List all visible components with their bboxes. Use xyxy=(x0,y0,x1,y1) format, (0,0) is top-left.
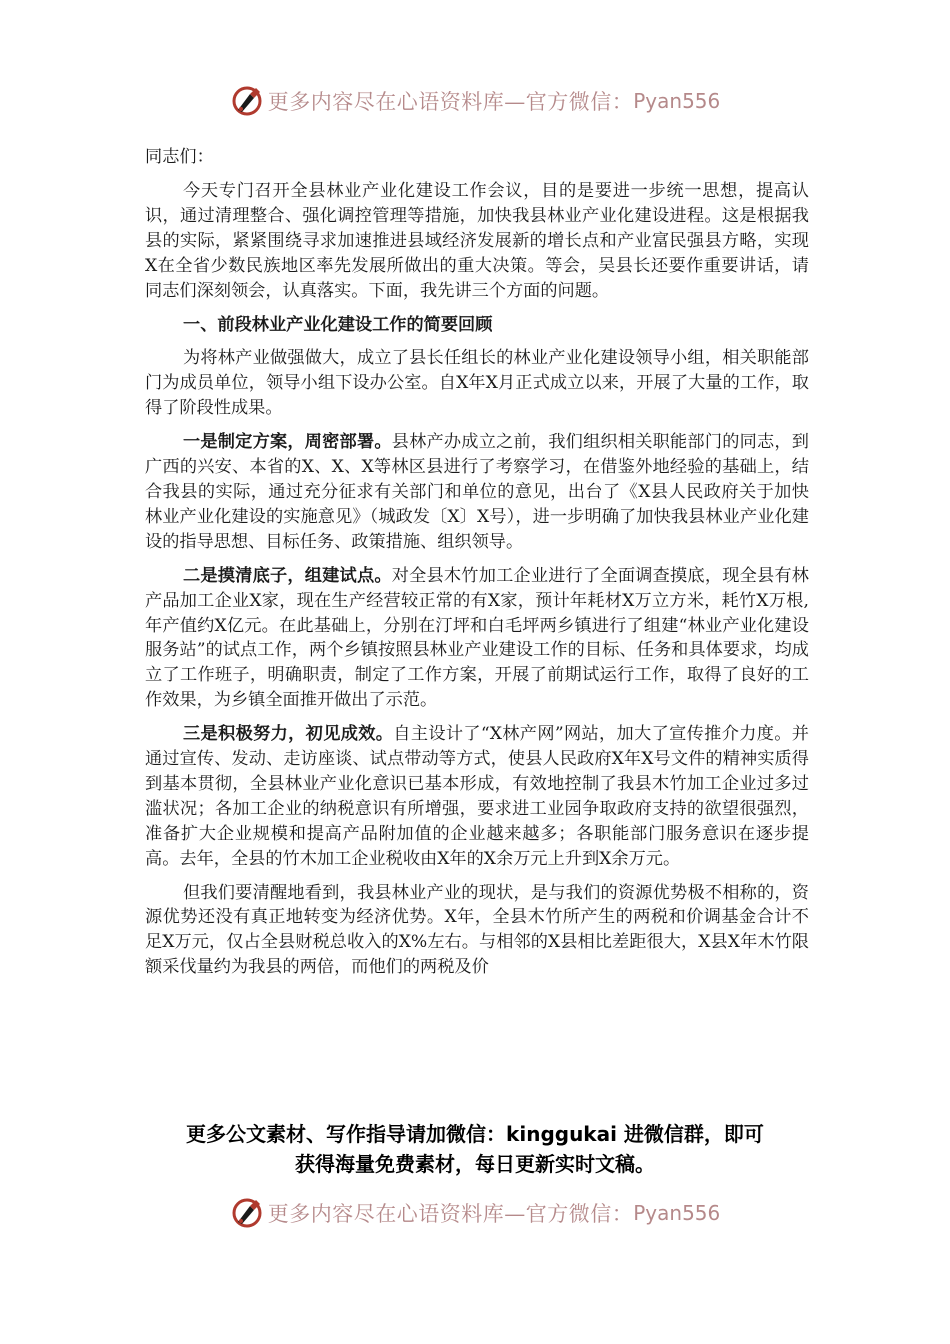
section-heading-1: 一、前段林业产业化建设工作的简要回顾 xyxy=(183,314,493,335)
point-3-lead: 三是积极努力，初见成效。 xyxy=(183,724,394,745)
brand-logo-icon xyxy=(230,84,264,118)
banner-wechat-id: Pyan556 xyxy=(633,1201,721,1225)
point-2-paragraph xyxy=(145,564,809,713)
salutation: 同志们： xyxy=(145,147,214,167)
point-2-lead: 二是摸清底子，组建试点。 xyxy=(183,565,392,586)
document-body xyxy=(145,145,809,989)
point-3-paragraph xyxy=(145,722,809,871)
footer-promo-line-1: 更多公文素材、写作指导请加微信：kinggukai 进微信群，即可 xyxy=(186,1122,764,1146)
footer-banner xyxy=(0,1191,950,1235)
banner-content xyxy=(230,1196,721,1230)
banner-content xyxy=(230,84,721,118)
brand-logo-icon xyxy=(230,1196,264,1230)
banner-text: 更多内容尽在心语资料库—官方微信： xyxy=(267,1202,634,1226)
section-1-paragraph: 为将林产业做强做大，成立了县长任组长的林业产业化建设领导小组，相关职能部门为成员单位，领导小组下设办公室。自X年X月正式成立以来，开展了大量的工作，取得了阶段性成果。 xyxy=(145,348,809,419)
header-banner xyxy=(0,79,950,123)
banner-text: 更多内容尽在心语资料库—官方微信： xyxy=(267,90,634,114)
footer-promo-line-2: 获得海量免费素材，每日更新实时文稿。 xyxy=(295,1152,655,1176)
point-2-body: 对全县木竹加工企业进行了全面调查摸底，现全县有林产品加工企业X家，现在生产经营较正常的有X家，预计年耗材X万立方米，耗竹X万根,年产值约X亿元。在此基础上，分别在汀坪和白毛坪两乡镇进行了组建“林业产业化建设服务站”的试点工作，两个乡镇按照县林业产业建设工作的目标、任务和具体要求，均成立了工作班子，明确职责，制定了工作方案，开展了前期试运行工作，取得了良好的工作效果，为乡镇全面推开做出了示范。 xyxy=(145,565,809,711)
banner-wechat-id: Pyan556 xyxy=(633,89,721,113)
point-1-paragraph xyxy=(145,430,809,555)
point-1-lead: 一是制定方案，周密部署。 xyxy=(183,432,392,453)
point-1-body: 县林产办成立之前，我们组织相关职能部门的同志，到广西的兴安、本省的X、X、X等林区县进行了考察学习，在借鉴外地经验的基础上，结合我县的实际，通过充分征求有关部门和单位的意见，出台了《X县人民政府关于加快林业产业化建设的实施意见》（城政发〔X〕X号），进一步明确了加快我县林业产业化建设的指导思想、目标任务、政策措施、组织领导。 xyxy=(145,432,809,552)
point-3-body: 自主设计了“X林产网”网站，加大了宣传推介力度。并通过宣传、发动、走访座谈、试点带动等方式，使县人民政府X年X号文件的精神实质得到基本贯彻，全县林业产业化意识已基本形成，有效地控制了我县木竹加工企业过多过滥状况；各加工企业的纳税意识有所增强，要求进工业园争取政府支持的欲望很强烈，准备扩大企业规模和提高产品附加值的企业越来越多；各职能部门服务意识在逐步提高。去年，全县的竹木加工企业税收由X年的X余万元上升到X余万元。 xyxy=(145,724,809,869)
footer-promo-note xyxy=(120,1119,830,1179)
closing-paragraph: 但我们要清醒地看到，我县林业产业的现状，是与我们的资源优势极不相称的，资源优势还没有真正地转变为经济优势。X年，全县木竹所产生的两税和价调基金合计不足X万元，仅占全县财税总收入的X%左右。与相邻的X县相比差距很大，X县X年木竹限额采伐量约为我县的两倍，而他们的两税及价 xyxy=(145,882,809,978)
intro-paragraph: 今天专门召开全县林业产业化建设工作会议，目的是要进一步统一思想，提高认识，通过清理整合、强化调控管理等措施，加快我县林业产业化建设进程。这是根据我县的实际，紧紧围绕寻求加速推进县域经济发展新的增长点和产业富民强县方略，实现X在全省少数民族地区率先发展所做出的重大决策。等会，吴县长还要作重要讲话，请同志们深刻领会，认真落实。下面，我先讲三个方面的问题。 xyxy=(145,181,809,301)
